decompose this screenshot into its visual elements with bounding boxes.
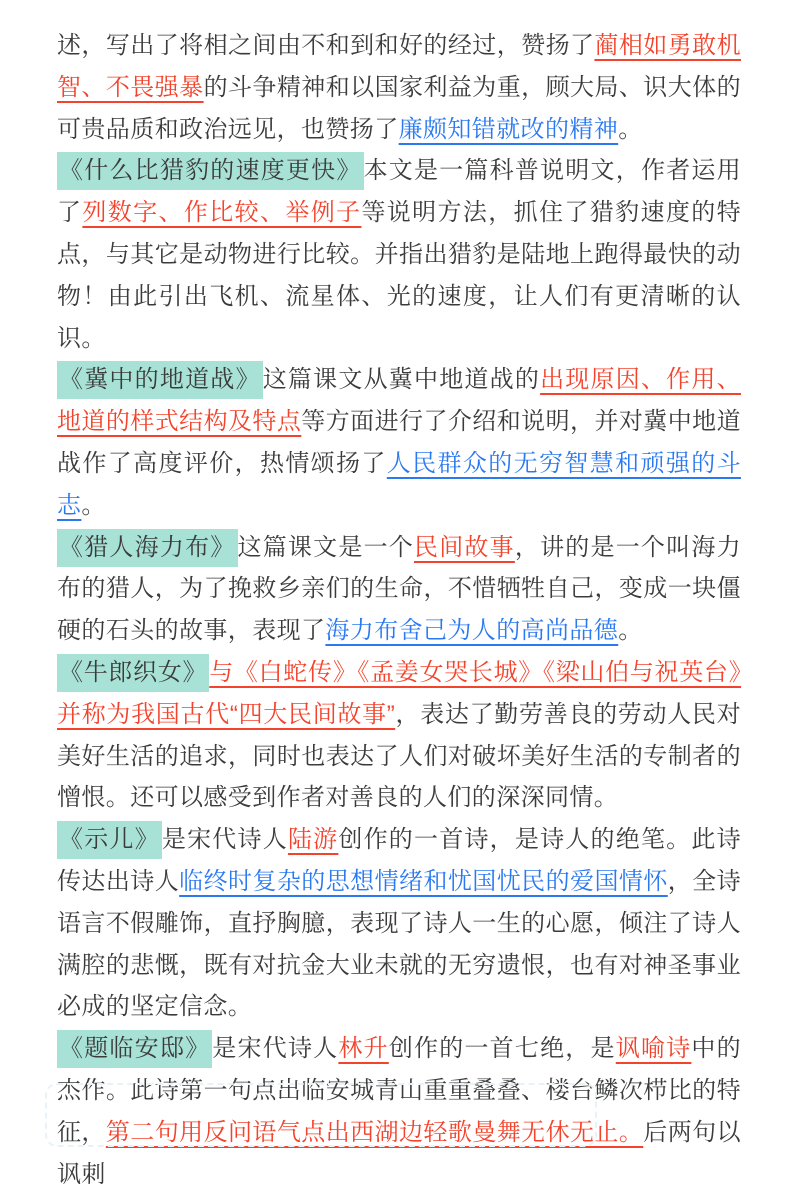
body-text: ，全诗语言不假雕饰，直抒胸臆，表现了诗人一生的心愿，倾注了诗人满腔的悲慨，既有对抗金大业未就的无穷遗恨，也有对神圣事业必成的坚定信念。 (57, 867, 742, 1021)
body-text: 的斗争精神和以国家利益为重，顾大局、识大体的可贵品质和政治远见，也赞扬了 (57, 73, 741, 143)
lesson-title-highlight: 《冀中的地道战》 (57, 361, 263, 399)
body-text: 中的杰作。此诗第一句点出临安城青山重重叠叠、楼台鳞次栉比的特征， (57, 1035, 742, 1146)
notes-content (57, 25, 741, 1195)
key-point-blue: 海力布舍己为人的高尚品德 (325, 617, 619, 645)
body-text: 本文是一篇科普说明文，作者运用了 (57, 157, 741, 227)
key-point-blue: 廉颇知错就改的精神 (398, 115, 619, 143)
key-point-red: 讽喻诗 (615, 1035, 692, 1063)
paragraph (57, 819, 741, 1028)
lesson-title-highlight: 《题临安邸》 (57, 1030, 212, 1068)
key-point-red: 与《白蛇传》《孟姜女哭长城》《梁山伯与祝英台》并称为我国古代“四大民间故事” (57, 658, 741, 728)
body-text: 是宋代诗人 (212, 1035, 339, 1063)
paragraph (57, 150, 741, 359)
body-text: 。 (618, 115, 643, 143)
key-point-red: 列数字、作比较、举例子 (82, 199, 362, 227)
body-text: 创作的一首七绝，是 (388, 1035, 616, 1063)
key-point-red: 第二句用反问语气点出西湖边轻歌曼舞无休无止。 (105, 1118, 644, 1146)
key-point-blue: 人民群众的无穷智慧和顽强的斗志 (57, 449, 741, 519)
cutoff-box-outline (45, 1083, 597, 1147)
body-text: 这篇课文是一个 (237, 533, 414, 561)
key-point-red: 陆游 (287, 826, 339, 854)
body-text: 等方面进行了介绍和说明，并对冀中地道战作了高度评价，热情颂扬了 (57, 408, 741, 477)
body-text: 等说明方法，抓住了猎豹速度的特点，与其它是动物进行比较。并指出猎豹是陆地上跑得最快的动物！由此引出飞机、流星体、光的速度，让人们有更清晰的认识。 (57, 199, 741, 352)
key-point-red: 民间故事 (414, 533, 515, 561)
body-text: ，讲的是一个叫海力布的猎人，为了挽救乡亲们的生命，不惜牺牲自己，变成一块僵硬的石头的故事，表现了 (57, 533, 741, 645)
lesson-title-highlight: 《猎人海力布》 (57, 529, 238, 567)
key-point-red: 林升 (338, 1035, 389, 1063)
key-point-blue: 临终时复杂的思想情绪和忧国忧民的爱国情怀 (179, 867, 668, 895)
body-text: 述，写出了将相之间由不和到和好的经过，赞扬了 (57, 32, 595, 59)
key-point-red: 蔺相如勇敢机智、不畏强暴 (57, 32, 741, 101)
body-text: 这篇课文从冀中地道战的 (262, 366, 541, 394)
paragraph (57, 652, 741, 819)
body-text: ，表达了勤劳善良的劳动人民对美好生活的追求，同时也表达了人们对破坏美好生活的专制者的憎恨。还可以感受到作者对善良的人们的深深同情。 (57, 700, 741, 812)
lesson-title-highlight: 《牛郎织女》 (57, 654, 209, 692)
body-text: 。 (81, 491, 106, 519)
paragraph (57, 527, 741, 652)
body-text: 是宋代诗人 (161, 826, 288, 854)
paragraph (57, 25, 741, 150)
body-text: 。 (618, 617, 643, 645)
paragraph (57, 359, 741, 526)
body-text: 创作的一首诗，是诗人的绝笔。此诗传达出诗人 (57, 826, 741, 895)
body-text: 后两句以讽刺 (57, 1118, 741, 1188)
lesson-title-highlight: 《什么比猎豹的速度更快》 (57, 152, 364, 190)
key-point-red: 出现原因、作用、地道的样式结构及特点 (57, 366, 741, 436)
lesson-title-highlight: 《示儿》 (57, 821, 162, 859)
